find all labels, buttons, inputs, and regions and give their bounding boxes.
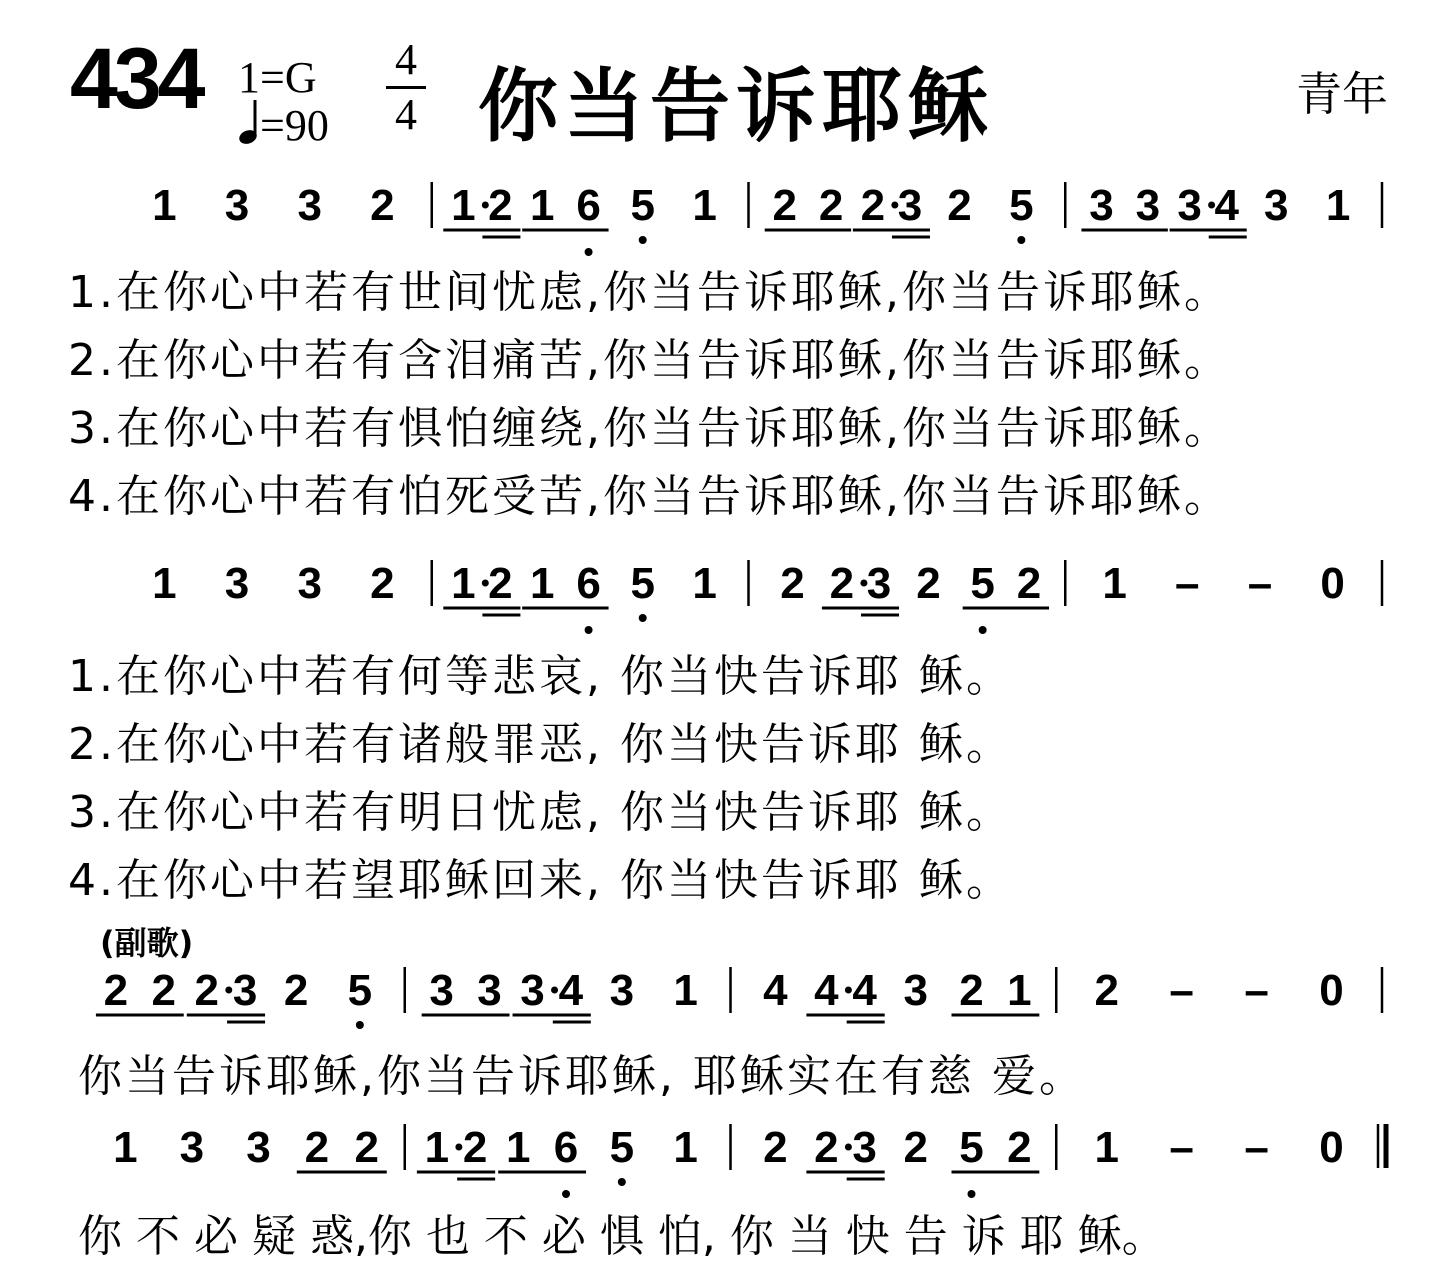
note: 2 [151, 966, 176, 1015]
note: 2 [780, 559, 805, 608]
note: 3 [246, 1123, 271, 1172]
note: 3 [852, 1123, 877, 1172]
note: 4 [852, 966, 877, 1015]
note: 1 [673, 1123, 698, 1172]
note: 3 [609, 966, 635, 1015]
note: 1 [1102, 559, 1127, 608]
low-octave-dot [639, 236, 647, 244]
verse-4-line-a: 4.在你心中若有怕死受苦,你当告诉耶稣,你当告诉耶稣。 [68, 471, 1231, 522]
note: 2 [818, 181, 844, 230]
note: 2 [814, 1123, 839, 1172]
note: 3 [866, 559, 892, 608]
note: 2 [1094, 966, 1119, 1015]
note: 1 [529, 559, 555, 608]
note: 5 [970, 559, 995, 608]
note: 3 [520, 966, 545, 1015]
note: 3 [297, 181, 322, 230]
note: 2 [829, 559, 855, 608]
low-octave-dot [639, 614, 647, 622]
key-signature: 1=G [238, 53, 317, 102]
note: 3 [232, 966, 258, 1015]
note: 2 [194, 966, 220, 1015]
note: 6 [576, 181, 601, 230]
note: 2 [488, 181, 513, 230]
note: 3 [224, 181, 250, 230]
note: 1 [1007, 966, 1032, 1015]
note: 0 [1319, 966, 1344, 1015]
note: – [1244, 1123, 1269, 1172]
verse-2-line-b: 2.在你心中若有诸般罪恶, 你当快告诉耶 稣。 [68, 719, 1013, 770]
note: 3 [429, 966, 454, 1015]
time-signature-bottom: 4 [395, 90, 417, 139]
note: 0 [1320, 559, 1345, 608]
note: 2 [283, 966, 309, 1015]
note: – [1169, 1123, 1194, 1172]
note: 5 [630, 559, 655, 608]
note: 2 [370, 181, 395, 230]
verse-3-line-b: 3.在你心中若有明日忧虑, 你当快告诉耶 稣。 [68, 787, 1013, 838]
verse-3-line-a: 3.在你心中若有惧怕缠绕,你当告诉耶稣,你当告诉耶稣。 [68, 403, 1231, 454]
note: 2 [959, 966, 984, 1015]
augmentation-dot [455, 1144, 462, 1151]
note: 2 [1016, 559, 1042, 608]
note: 1 [1094, 1123, 1119, 1172]
low-octave-dot [585, 626, 593, 634]
note: 5 [347, 966, 373, 1015]
note: 4 [763, 966, 788, 1015]
note: 6 [553, 1123, 579, 1172]
note: – [1247, 559, 1273, 608]
note: 2 [304, 1123, 330, 1172]
low-octave-dot [618, 1178, 626, 1186]
note: 2 [916, 559, 941, 608]
note: 1 [451, 559, 476, 608]
low-octave-dot [585, 248, 593, 256]
note: 2 [763, 1123, 788, 1172]
note: 1 [505, 1123, 531, 1172]
augmentation-dot [225, 987, 232, 994]
note: 4 [814, 966, 839, 1015]
augmentation-dot [845, 987, 852, 994]
note: 1 [529, 181, 555, 230]
verse-2-line-a: 2.在你心中若有含泪痛苦,你当告诉耶稣,你当告诉耶稣。 [68, 335, 1231, 386]
tempo-value: =90 [260, 101, 329, 150]
note: 2 [903, 1123, 928, 1172]
note: 5 [609, 1123, 635, 1172]
note: 2 [462, 1123, 488, 1172]
low-octave-dot [968, 1190, 976, 1198]
note: 1 [451, 181, 476, 230]
verse-4-line-b: 4.在你心中若望耶稣回来, 你当快告诉耶 稣。 [68, 855, 1013, 906]
note: 0 [1319, 1123, 1344, 1172]
hymn-number: 434 [70, 31, 202, 127]
note: 3 [477, 966, 502, 1015]
low-octave-dot [979, 626, 987, 634]
note: 1 [152, 181, 177, 230]
note: 1 [113, 1123, 138, 1172]
note: 2 [1007, 1123, 1032, 1172]
note: – [1175, 559, 1200, 608]
chorus-label: (副歌) [100, 924, 194, 962]
verse-1-line-a: 1.在你心中若有世间忧虑,你当告诉耶稣,你当告诉耶稣。 [68, 267, 1231, 318]
note: – [1244, 966, 1269, 1015]
note: 5 [630, 181, 655, 230]
note: 2 [772, 181, 797, 230]
note: 4 [558, 966, 584, 1015]
note: 3 [1263, 181, 1289, 230]
hymn-title: 你当告诉耶稣 [478, 60, 994, 153]
note: 3 [1135, 181, 1161, 230]
note: 3 [897, 181, 923, 230]
note: 1 [692, 559, 717, 608]
note: 1 [692, 181, 717, 230]
note: 2 [354, 1123, 380, 1172]
note: 1 [424, 1123, 450, 1172]
note: 2 [860, 181, 886, 230]
note: 2 [370, 559, 395, 608]
note: 5 [959, 1123, 984, 1172]
note: 1 [152, 559, 177, 608]
note: 3 [179, 1123, 205, 1172]
note: – [1169, 966, 1194, 1015]
note: 3 [1089, 181, 1114, 230]
note: 4 [1214, 181, 1239, 230]
low-octave-dot [562, 1190, 570, 1198]
note: 3 [297, 559, 322, 608]
note: 1 [1325, 181, 1351, 230]
note: 5 [1009, 181, 1034, 230]
note: 6 [576, 559, 601, 608]
note: 1 [673, 966, 698, 1015]
low-octave-dot [356, 1021, 364, 1029]
note: 2 [103, 966, 129, 1015]
note: 3 [903, 966, 928, 1015]
note: 3 [1177, 181, 1202, 230]
note: 2 [488, 559, 513, 608]
augmentation-dot [551, 987, 558, 994]
chorus-lyric-2: 你 不 必 疑 惑,你 也 不 必 惧 怕, 你 当 快 告 诉 耶 稣。 [78, 1211, 1166, 1262]
note: 2 [947, 181, 972, 230]
hymn-category: 青年 [1296, 67, 1388, 121]
chorus-lyric-1: 你当告诉耶稣,你当告诉耶稣, 耶稣实在有慈 爱。 [78, 1051, 1086, 1102]
verse-1-line-b: 1.在你心中若有何等悲哀, 你当快告诉耶 稣。 [68, 651, 1013, 702]
low-octave-dot [1017, 236, 1025, 244]
time-signature-top: 4 [395, 35, 417, 84]
augmentation-dot [845, 1144, 852, 1151]
note: 3 [224, 559, 250, 608]
